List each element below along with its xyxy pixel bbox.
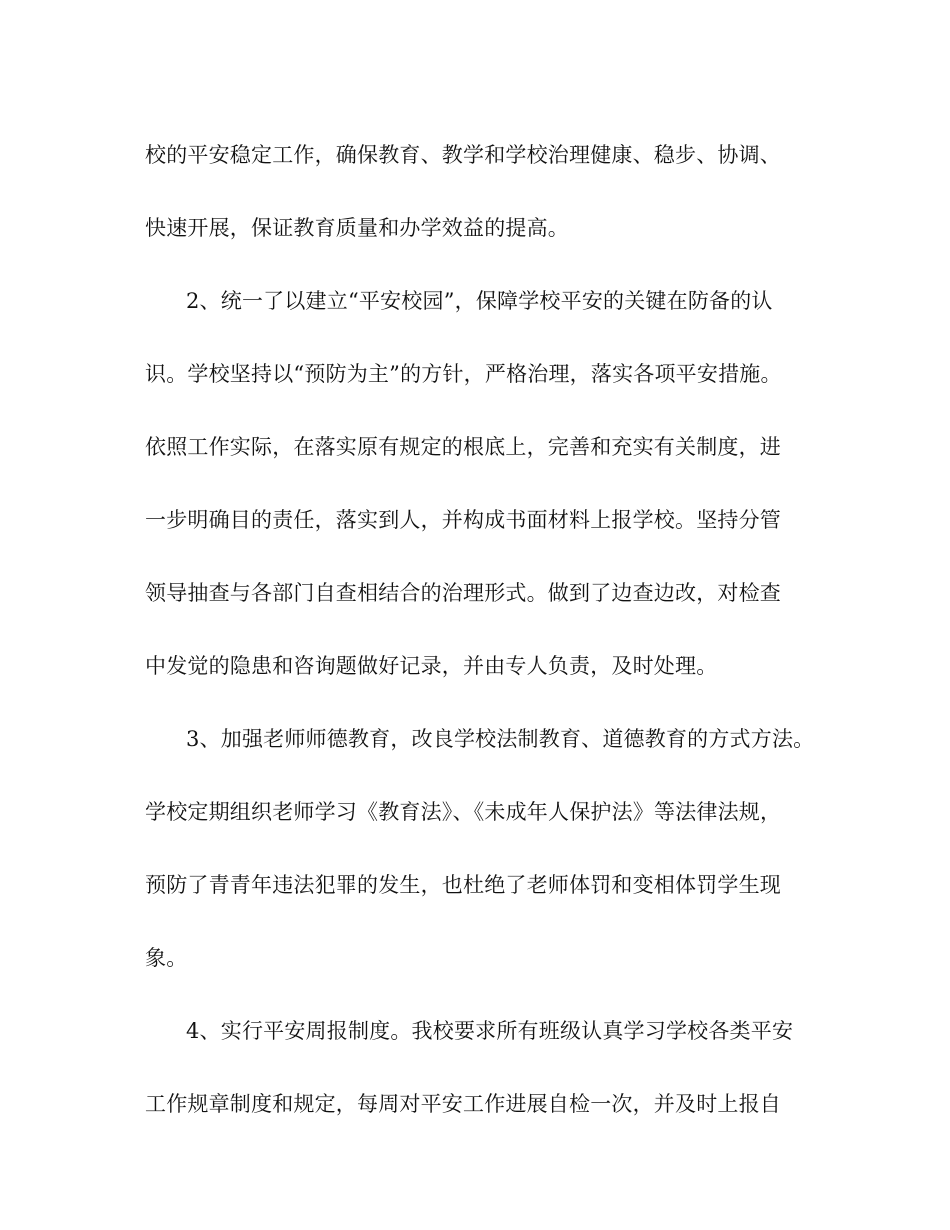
paragraph-3-first-line: 3、加强老师师德教育，改良学校法制教育、道德教育的方式方法。 — [186, 727, 815, 751]
text-line: 快速开展，保证教育质量和办学效益的提高。 — [145, 216, 569, 240]
text-line: 一步明确目的责任，落实到人，并构成书面材料上报学校。坚持分管 — [145, 508, 781, 532]
text-line: 学校定期组织老师学习《教育法》、《未成年人保护法》等法律法规， — [145, 800, 782, 824]
text-line: 校的平安稳定工作，确保教育、教学和学校治理健康、稳步、协调、 — [145, 143, 781, 167]
text-line: 工作规章制度和规定，每周对平安工作进展自检一次，并及时上报自 — [145, 1092, 781, 1116]
paragraph-2-first-line: 2、统一了以建立“平安校园”，保障学校平安的关键在防备的认 — [186, 289, 773, 313]
text-line: 依照工作实际，在落实原有规定的根底上，完善和充实有关制度，进 — [145, 435, 781, 459]
text-line: 预防了青青年违法犯罪的发生，也杜绝了老师体罚和变相体罚学生现 — [145, 873, 781, 897]
text-line: 中发觉的隐患和咨询题做好记录，并由专人负责，及时处理。 — [145, 654, 718, 678]
text-line: 领导抽查与各部门自查相结合的治理形式。做到了边查边改，对检查 — [145, 581, 781, 605]
text-line: 象。 — [145, 946, 188, 970]
paragraph-4-first-line: 4、实行平安周报制度。我校要求所有班级认真学习学校各类平安 — [186, 1019, 794, 1043]
text-line: 识。学校坚持以“预防为主”的方针，严格治理，落实各项平安措施。 — [145, 362, 782, 386]
